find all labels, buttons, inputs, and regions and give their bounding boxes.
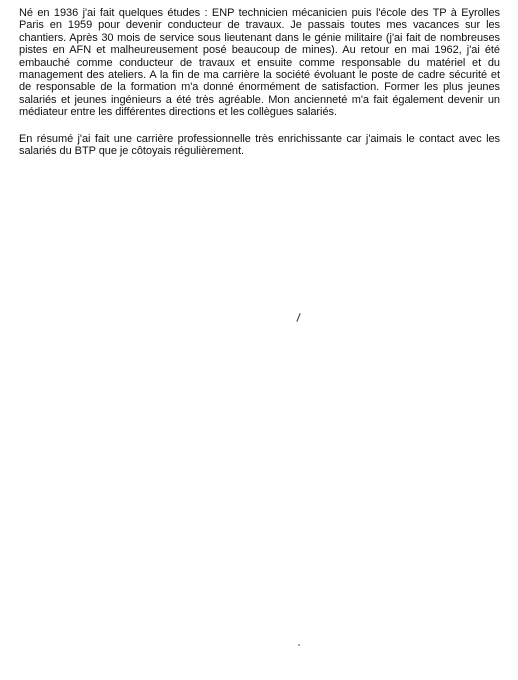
paragraph-career-history: Né en 1936 j'ai fait quelques études : ENP technicien mécanicien puis l'école des TP à Eyrolles Paris en 1959 pour devenir conducteur de travaux. Je passais toutes mes vacances sur les chantiers. Après 30 mois de service sous lieutenant dans le génie militaire (j'ai fait de nombreuses pistes en AFN et malheureusement posé beaucoup de mines). Au retour en mai 1962, j'ai été embauché comme conducteur de travaux et ensuite comme responsable du matériel et du management des ateliers. A la fin de ma carrière la société évoluant le poste de cadre sécurité et de responsable de la formation m'a donné énormément de satisfaction. Former les plus jeunes salariés et jeunes ingénieurs a été très agréable. Mon ancienneté m'a fait également devenir un médiateur entre les différentes directions et les collègues salariés.: [19, 7, 500, 119]
pen-mark: [296, 313, 300, 322]
paragraph-summary: En résumé j'ai fait une carrière professionnelle très enrichissante car j'aimais le contact avec les salariés du BTP que je côtoyais régulièrement.: [19, 133, 500, 158]
scan-speck: [298, 644, 300, 646]
